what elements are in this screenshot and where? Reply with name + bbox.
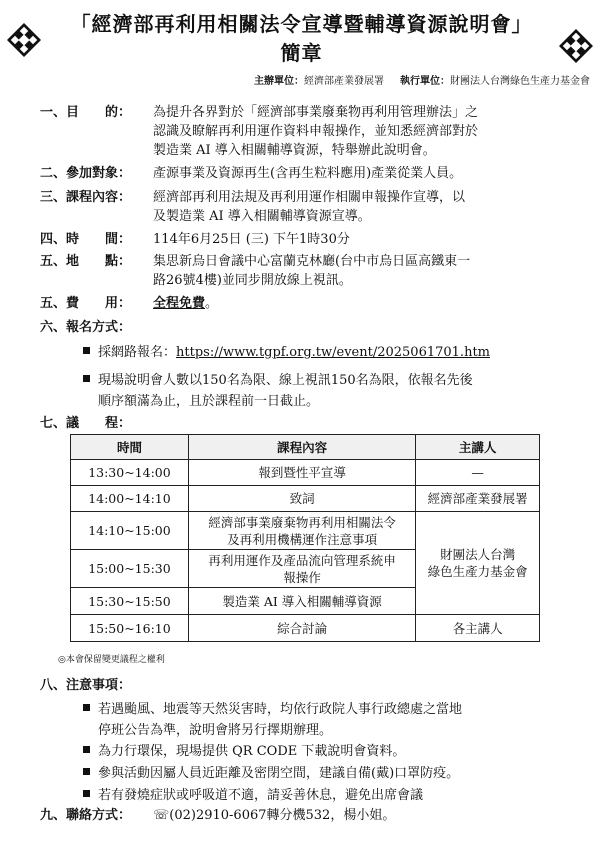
fee-value: 全程免費	[153, 296, 206, 311]
time-heading: 四、時 間：	[40, 232, 132, 247]
place-heading: 五、地 點：	[40, 254, 132, 269]
section-place	[40, 252, 600, 292]
agenda-heading: 七、議 程：	[40, 416, 132, 431]
content-line: 經濟部再利用法規及再利用運作相關申報操作宣導，以	[153, 190, 466, 205]
section-audience	[40, 164, 600, 184]
agenda-footnote: ◎本會保留變更議程之權利	[58, 655, 165, 665]
row-time: 15:50~16:10	[71, 615, 189, 642]
bullet-square-icon	[83, 704, 90, 711]
row-speaker: —	[416, 460, 540, 486]
row-content: 製造業 AI 導入相關輔導資源	[188, 588, 415, 615]
fee-suffix: 。	[205, 296, 219, 311]
row-content: 綜合討論	[188, 615, 415, 642]
host-value: 經濟部產業發展署	[304, 76, 384, 87]
table-header-row	[71, 435, 540, 460]
row-content: 經濟部事業廢棄物再利用相關法令 及再利用機構運作注意事項	[188, 512, 415, 550]
section-fee	[40, 294, 600, 314]
row-content: 致詞	[188, 486, 415, 512]
content-line: 及製造業 AI 導入相關輔導資源宣導。	[153, 209, 371, 224]
row-time: 13:30~14:00	[71, 460, 189, 486]
notes-heading: 八、注意事項：	[40, 678, 132, 693]
content-heading: 三、課程內容：	[40, 190, 132, 205]
header-speaker: 主講人	[416, 435, 540, 460]
table-row	[71, 486, 540, 512]
row-content: 報到暨性平宣導	[188, 460, 415, 486]
row-time: 15:30~15:50	[71, 588, 189, 615]
contact-value: (02)2910-6067轉分機532，楊小姐。	[169, 808, 396, 823]
document-title: 「經濟部再利用相關法令宣導暨輔導資源說明會」	[70, 12, 533, 36]
bullet-square-icon	[83, 347, 90, 354]
registration-link[interactable]: https://www.tgpf.org.tw/event/2025061701.htm	[176, 345, 490, 360]
contact-heading: 九、聯絡方式：	[40, 808, 132, 823]
section-contact	[40, 806, 600, 826]
document-subtitle: 簡章	[280, 41, 323, 65]
place-line: 路26號4樓)並同步開放線上視訊。	[153, 273, 352, 288]
time-value: 114年6月25日 (三) 下午1時30分	[153, 232, 350, 247]
note-item: 參與活動因屬人員近距離及密閉空間，建議自備(戴)口罩防疫。	[83, 763, 459, 784]
audience-line: 產源事業及資源再生(含再生粒料應用)產業從業人員。	[153, 166, 463, 181]
purpose-line: 為提升各界對於「經濟部事業廢棄物再利用管理辦法」之	[153, 105, 479, 120]
agenda-table	[70, 434, 540, 642]
phone-icon: ☏	[153, 808, 170, 823]
table-row	[71, 615, 540, 642]
section-time	[40, 230, 600, 250]
header-content: 課程內容	[188, 435, 415, 460]
exec-value: 財團法人台灣綠色生產力基金會	[450, 76, 590, 87]
purpose-heading: 一、目 的：	[40, 105, 132, 120]
table-row	[71, 460, 540, 486]
table-row	[71, 512, 540, 550]
row-time: 15:00~15:30	[71, 550, 189, 588]
purpose-line: 製造業 AI 導入相關輔導資源，特舉辦此說明會。	[153, 143, 436, 158]
fee-heading: 五、費 用：	[40, 296, 132, 311]
bullet-square-icon	[83, 768, 90, 775]
section-notes	[40, 676, 600, 696]
header-time: 時間	[71, 435, 189, 460]
row-time: 14:00~14:10	[71, 486, 189, 512]
organizers-line	[0, 72, 590, 87]
section-agenda	[40, 414, 600, 434]
merged-speaker: 財團法人台灣 綠色生產力基金會	[416, 512, 540, 615]
registration-heading: 六、報名方式：	[40, 320, 132, 335]
row-content: 再利用運作及產品流向管理系統申 報操作	[188, 550, 415, 588]
section-registration	[40, 318, 600, 338]
audience-heading: 二、參加對象：	[40, 166, 132, 181]
limit-line: 順序額滿為止，且於課程前一日截止。	[98, 394, 320, 409]
registration-online	[83, 342, 490, 363]
section-purpose	[40, 103, 600, 163]
exec-label: 執行單位：	[400, 76, 450, 87]
host-label: 主辦單位：	[254, 76, 304, 87]
online-label: 採網路報名：	[98, 345, 177, 360]
bullet-square-icon	[83, 790, 90, 797]
place-line: 集思新烏日會議中心富蘭克林廳(台中市烏日區高鐵東一	[153, 254, 471, 269]
registration-limit	[83, 370, 473, 412]
note-item: 若有發燒症狀或呼吸道不適，請妥善休息，避免出席會議	[83, 785, 423, 806]
row-speaker: 經濟部產業發展署	[416, 486, 540, 512]
row-time: 14:10~15:00	[71, 512, 189, 550]
limit-line: 現場說明會人數以150名為限、線上視訊150名為限，依報名先後	[98, 373, 473, 388]
bullet-square-icon	[83, 375, 90, 382]
note-item: 為力行環保，現場提供 QR CODE 下載說明會資料。	[83, 741, 405, 762]
row-speaker: 各主講人	[416, 615, 540, 642]
section-content	[40, 188, 600, 228]
note-item: 若遇颱風、地震等天然災害時，均依行政院人事行政總處之當地 停班公告為準，說明會將另行擇期辦理。	[83, 699, 462, 741]
purpose-line: 認識及瞭解再利用運作資料申報操作，並知悉經濟部對於	[153, 124, 479, 139]
bullet-square-icon	[83, 746, 90, 753]
